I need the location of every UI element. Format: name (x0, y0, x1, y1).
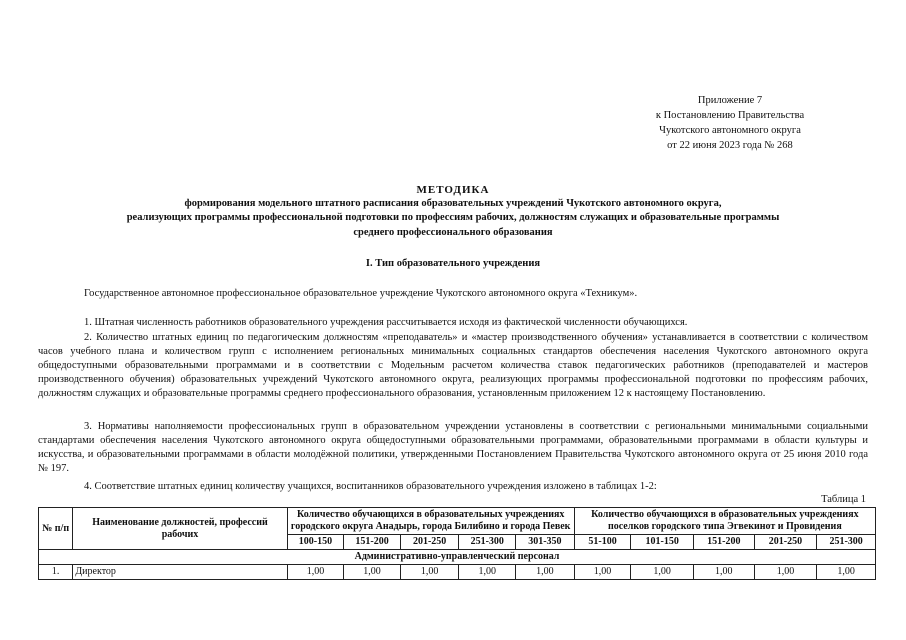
range-header: 251-300 (817, 535, 876, 550)
row-value: 1,00 (574, 565, 631, 580)
header-num: № п/п (39, 508, 73, 550)
range-header: 100-150 (287, 535, 344, 550)
row-value: 1,00 (287, 565, 344, 580)
document-heading: МЕТОДИКА (416, 184, 490, 196)
header-position: Наименование должностей, профессий рабочих (73, 508, 287, 550)
row-position: Директор (73, 565, 287, 580)
row-value: 1,00 (693, 565, 754, 580)
range-header: 101-150 (631, 535, 694, 550)
paragraph-1: 1. Штатная численность работников образовательного учреждения рассчитывается исходя из фактической численности обучающихся. (84, 317, 688, 328)
section-heading: I. Тип образовательного учреждения (365, 258, 541, 269)
appendix-line: Приложение 7 (697, 95, 763, 106)
header-group-settlements: Количество обучающихся в образовательных учреждениях поселков городского типа Эгвекинот и Провидения (574, 508, 875, 535)
row-value: 1,00 (754, 565, 817, 580)
staff-table (38, 507, 876, 580)
table-caption: Таблица 1 (821, 494, 866, 505)
row-value: 1,00 (631, 565, 694, 580)
range-header: 151-200 (344, 535, 401, 550)
row-value: 1,00 (516, 565, 575, 580)
range-header: 201-250 (754, 535, 817, 550)
range-header: 51-100 (574, 535, 631, 550)
range-header: 251-300 (459, 535, 516, 550)
row-value: 1,00 (344, 565, 401, 580)
document-subtitle-line: реализующих программы профессиональной подготовки по профессиям рабочих, должностям служащих и образовательные программы (126, 212, 780, 223)
document-subtitle-line: среднего профессионального образования (353, 227, 553, 238)
table-row (39, 565, 876, 580)
document-subtitle-line: формирования модельного штатного расписания образовательных учреждений Чукотского автономного округа, (184, 198, 722, 209)
row-value: 1,00 (817, 565, 876, 580)
row-value: 1,00 (400, 565, 459, 580)
row-num: 1. (39, 565, 73, 580)
range-header: 151-200 (693, 535, 754, 550)
appendix-block (630, 93, 830, 153)
institution-paragraph: Государственное автономное профессиональное образовательное учреждение Чукотского автономного округа «Техникум». (84, 288, 638, 299)
header-group-cities: Количество обучающихся в образовательных учреждениях городского округа Анадырь, города Билибино и города Певек (287, 508, 574, 535)
range-header: 301-350 (516, 535, 575, 550)
paragraph-2: 2. Количество штатных единиц по педагогическим должностям «преподаватель» и «мастер производственного обучения» устанавливается в соответствии с количеством часов учебного плана и количеством групп с исполнением региональных минимальных социальных стандартов обеспечения населения Чукотского автономного округа общедоступными образовательными программами и в соответствии с Модельным расчетом количества ставок педагогических работников (преподавателей и мастеров производственного обучения) образовательных учреждений Чукотского автономного округа, реализующих программы профессиональной подготовки по профессиям рабочих, должностям служащих и образовательные программы среднего профессионального образования, установленным приложением 12 к настоящему Постановлению. (38, 332, 868, 399)
appendix-line: от 22 июня 2023 года № 268 (667, 140, 793, 151)
table-section-row: Административно-управленческий персонал (39, 550, 876, 565)
appendix-line: к Постановлению Правительства (655, 110, 805, 121)
range-header: 201-250 (400, 535, 459, 550)
paragraph-3: 3. Нормативы наполняемости профессиональных групп в образовательном учреждении установлены в соответствии с региональными минимальными социальными стандартами обеспечения населения Чукотского автономного округа общедоступными образовательными программами, образовательными программами в области культуры и искусства, и образовательными программами в области молодёжной политики, утвержденными Постановлением Правительства Чукотского автономного округа от 25 июня 2010 года № 197. (38, 421, 868, 474)
appendix-line: Чукотского автономного округа (659, 125, 801, 136)
paragraph-4: 4. Соответствие штатных единиц количеству учащихся, воспитанников образовательного учреждения изложено в таблицах 1-2: (84, 481, 657, 492)
row-value: 1,00 (459, 565, 516, 580)
